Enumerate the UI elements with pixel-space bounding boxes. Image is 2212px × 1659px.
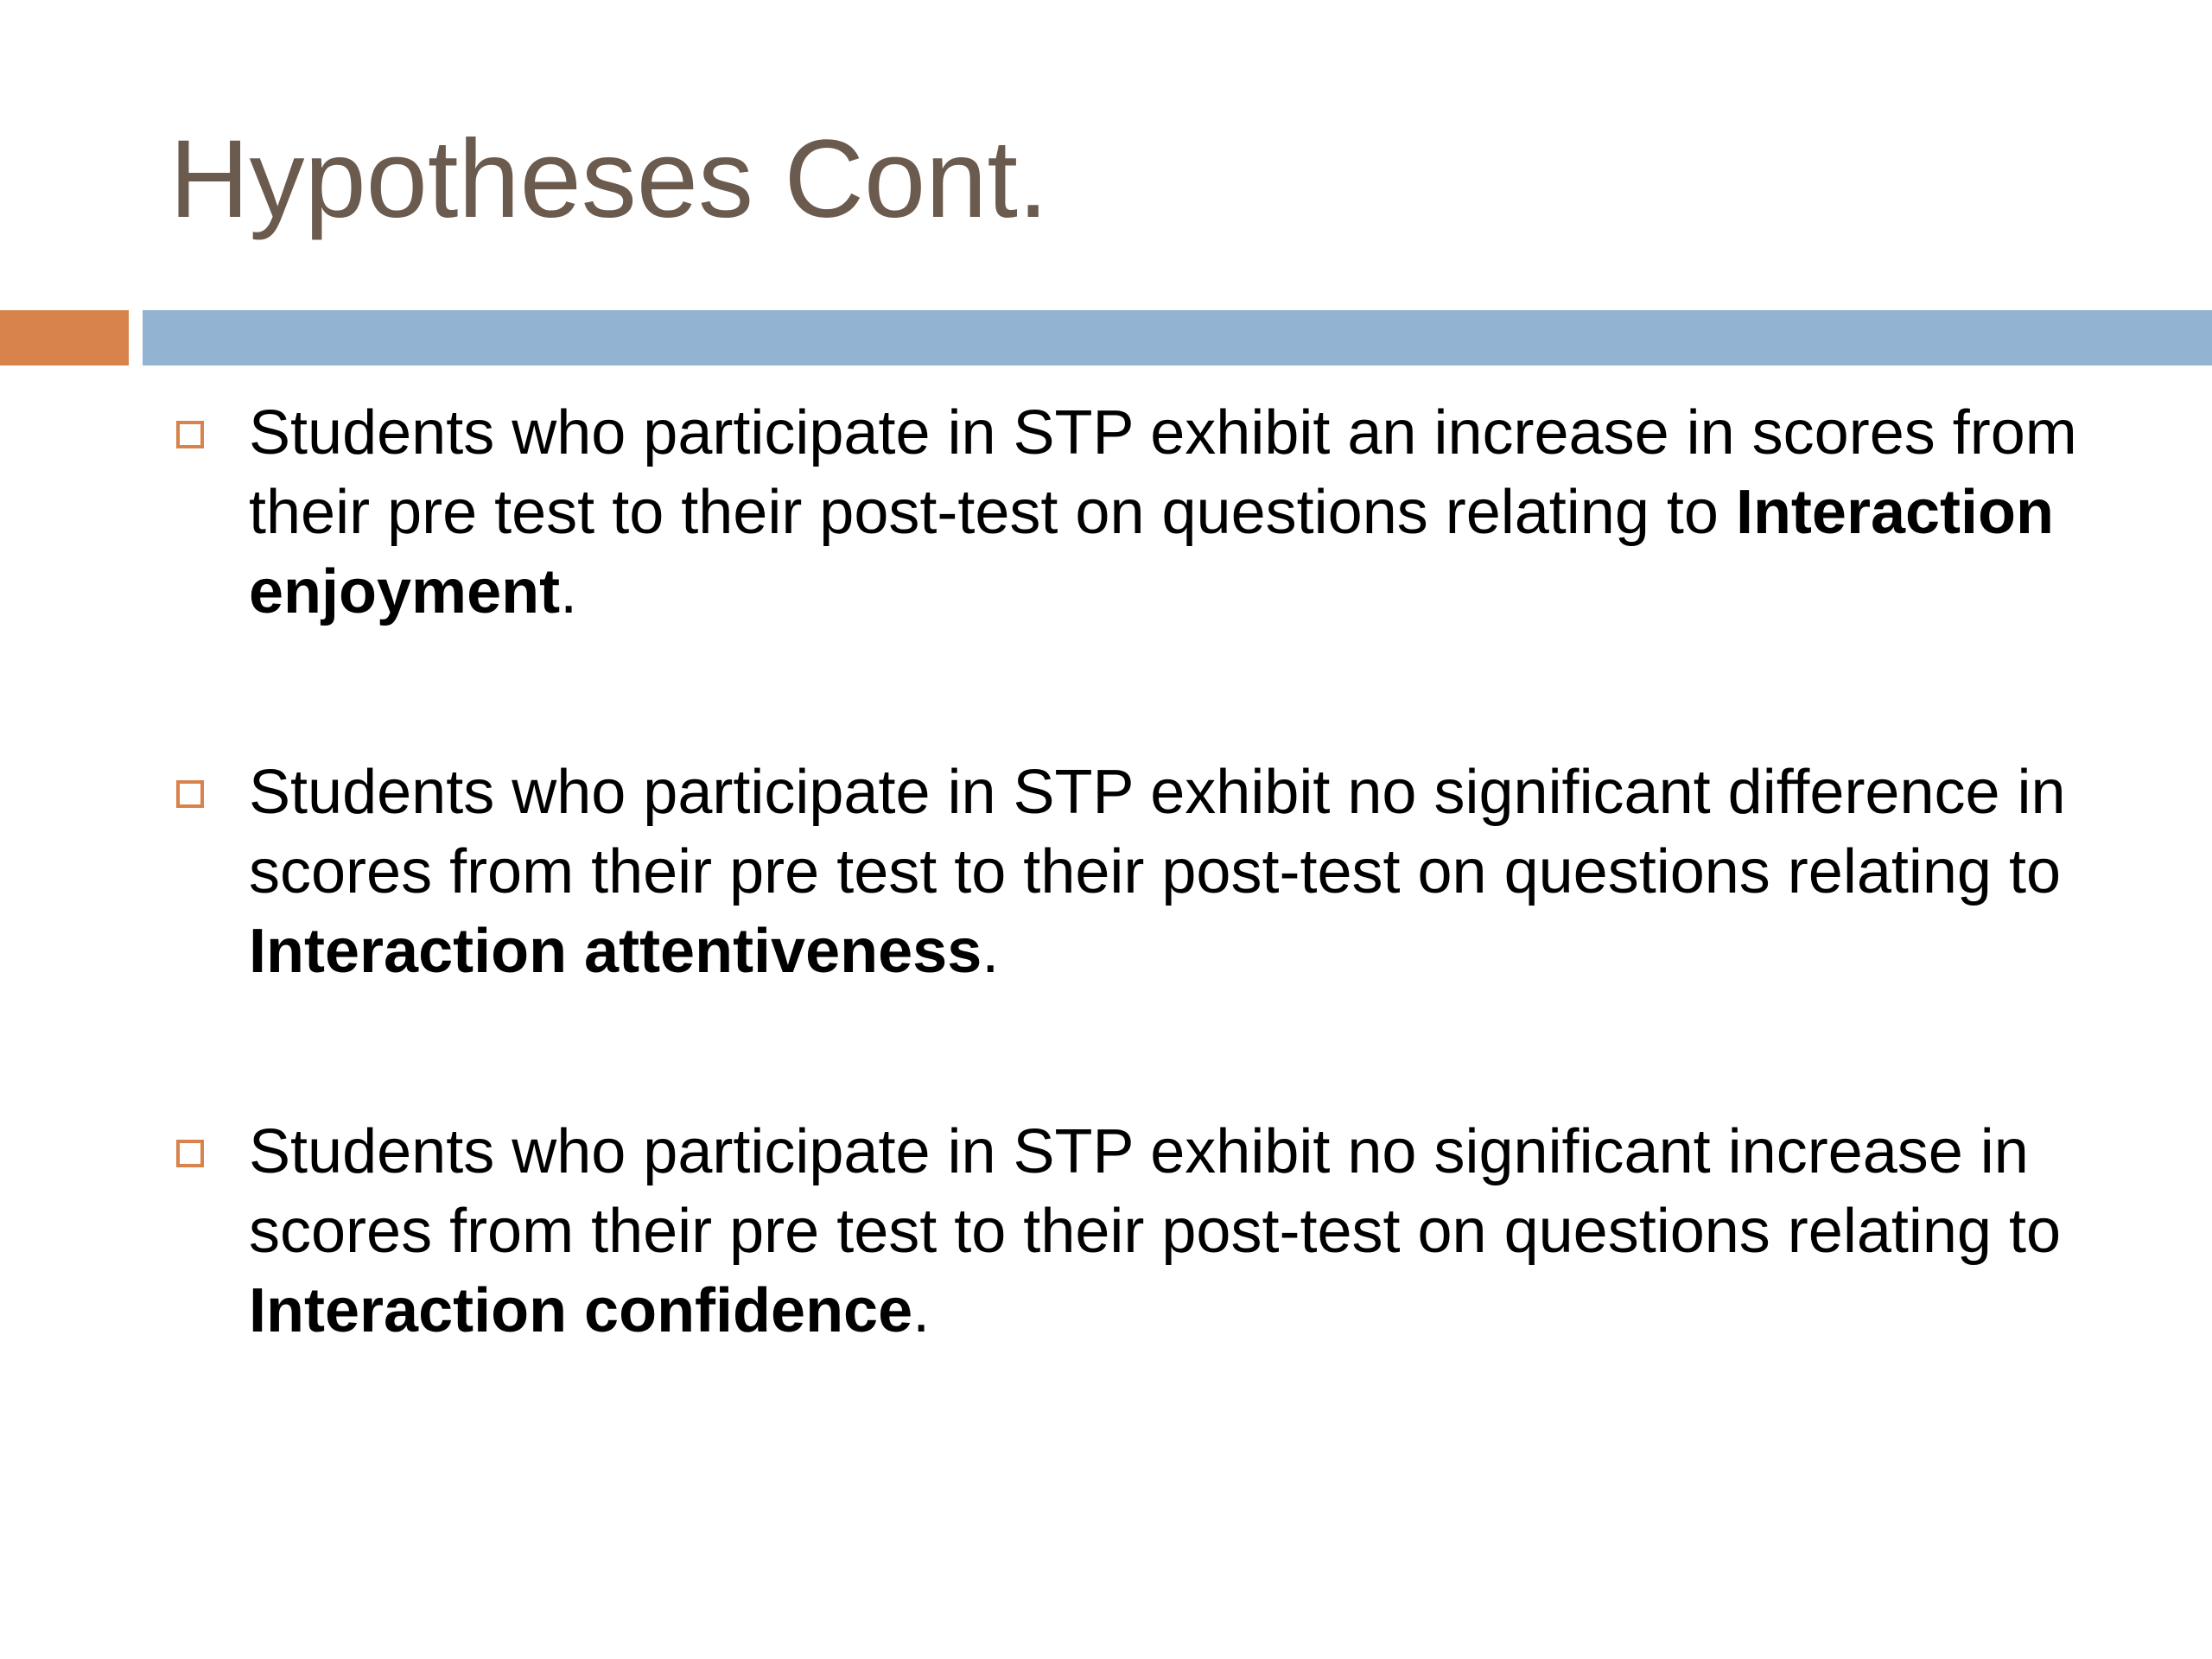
bullet-item (173, 393, 2117, 632)
bullet-text (249, 398, 2077, 626)
hollow-square-bullet-icon (176, 421, 204, 448)
bullet-list (173, 393, 2117, 1471)
bullet-body: Students who participate in STP exhibit no significant difference in scores from their pre test to their post-test on questions relating to (249, 758, 2066, 906)
title-accent-bar-blue (143, 310, 2212, 365)
bullet-item (173, 753, 2117, 991)
bullet-end: . (912, 1276, 931, 1345)
bullet-body: Students who participate in STP exhibit an increase in scores from their pre test to their post-test on questions relating to (249, 398, 2077, 547)
bullet-end: . (560, 557, 578, 626)
bullet-emphasis: Interaction confidence (249, 1276, 913, 1345)
bullet-emphasis: Interaction enjoyment (249, 478, 2054, 626)
bullet-item (173, 1112, 2117, 1351)
bullet-text (249, 1117, 2061, 1345)
title-accent-bar-orange (0, 310, 129, 365)
bullet-body: Students who participate in STP exhibit no significant increase in scores from their pre test to their post-test on questions relating to (249, 1117, 2061, 1266)
slide-title: Hypotheses Cont. (169, 118, 1049, 241)
hollow-square-bullet-icon (176, 780, 204, 808)
bullet-emphasis: Interaction attentiveness (249, 917, 982, 986)
hollow-square-bullet-icon (176, 1140, 204, 1167)
bullet-end: . (982, 917, 1000, 986)
bullet-text (249, 758, 2066, 986)
